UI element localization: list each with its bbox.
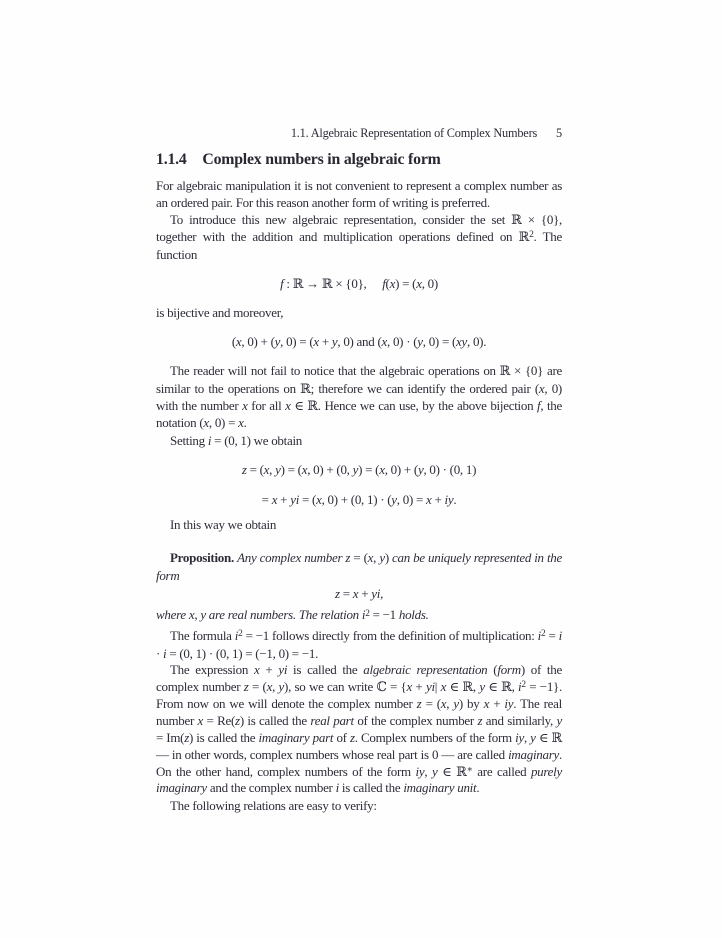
paragraph-bijective: is bijective and moreover, [156, 304, 284, 320]
page-number: 5 [556, 126, 562, 140]
equation-z-algebraic-form: z = x + yi, [334, 586, 384, 602]
paragraph-intro-1: For algebraic manipulation it is not convenient to represent a complex number as an ordered pair. For this reason another form of writing is preferred. [156, 177, 562, 210]
section-heading [156, 150, 562, 169]
equation-z-expansion-line1: z = (x, y) = (x, 0) + (0, y) = (x, 0) + (y, 0) · (0, 1) [241, 462, 477, 478]
paragraph-algebraic-representation: The expression x + yi is called the algebraic representation (form) of the complex number z = (x, y), so we can write ℂ = {x + yi| x ∈ ℝ, y ∈ ℝ, $i^2 = -1$}. From now on we will denote the complex number z = (x, y) by x + iy. The real number x = Re(z) is called the real part of the complex number z and similarly, y = Im(z) is called the imaginary part of z. Complex numbers of the form iy, y ∈ ℝ — in other words, complex numbers whose real part is 0 — are called imaginary. On the other hand, complex numbers of the form iy, y ∈ ℝ∗ are called purely imaginary and the complex number i is called the imaginary unit. [156, 662, 563, 796]
running-header-title: 1.1. Algebraic Representation of Complex Numbers [290, 126, 538, 140]
paragraph-setting-i: Setting i = (0, 1) we obtain [170, 432, 303, 448]
paragraph-following-relations: The following relations are easy to verify: [170, 798, 377, 814]
text-column [156, 127, 562, 815]
equation-z-expansion-line2: = x + yi = (x, 0) + (0, 1) · (y, 0) = x + iy. [261, 492, 457, 508]
paragraph-intro-2: To introduce this new algebraic representation, consider the set ℝ × {0}, together with the addition and multiplication operations defined on ℝ$^2$. The function [156, 212, 562, 262]
section-title: Complex numbers in algebraic form [202, 151, 441, 168]
equation-operations: (x, 0) + (y, 0) = (x + y, 0) and (x, 0) · (y, 0) = (xy, 0). [231, 334, 487, 350]
section-number: 1.1.4 [156, 151, 187, 168]
paragraph-proposition: Proposition. Any complex number z = (x, y) can be uniquely represented in the form [156, 549, 562, 583]
paragraph-formula-i-squared: The formula $i^2 = -1$ follows directly from the definition of multiplication: $i^2 = i \cdot i = (0$, 1) · (0, 1) = (−1, 0) = −1. [156, 628, 562, 661]
paragraph-in-this-way: In this way we obtain [170, 517, 277, 533]
equation-function-definition: f : ℝ → ℝ × {0}, f(x) = (x, 0) [280, 276, 438, 292]
paragraph-where-relation: where x, y are real numbers. The relation $i^2 = -1$ holds. [156, 607, 429, 623]
paragraph-reader: The reader will not fail to notice that the algebraic operations on ℝ × {0} are similar to the operations on ℝ; therefore we can identify the ordered pair (x, 0) with the number x for all x ∈ ℝ. Hence we can use, by the above bijection f, the notation (x, 0) = x. [156, 363, 563, 431]
running-header [156, 127, 562, 140]
